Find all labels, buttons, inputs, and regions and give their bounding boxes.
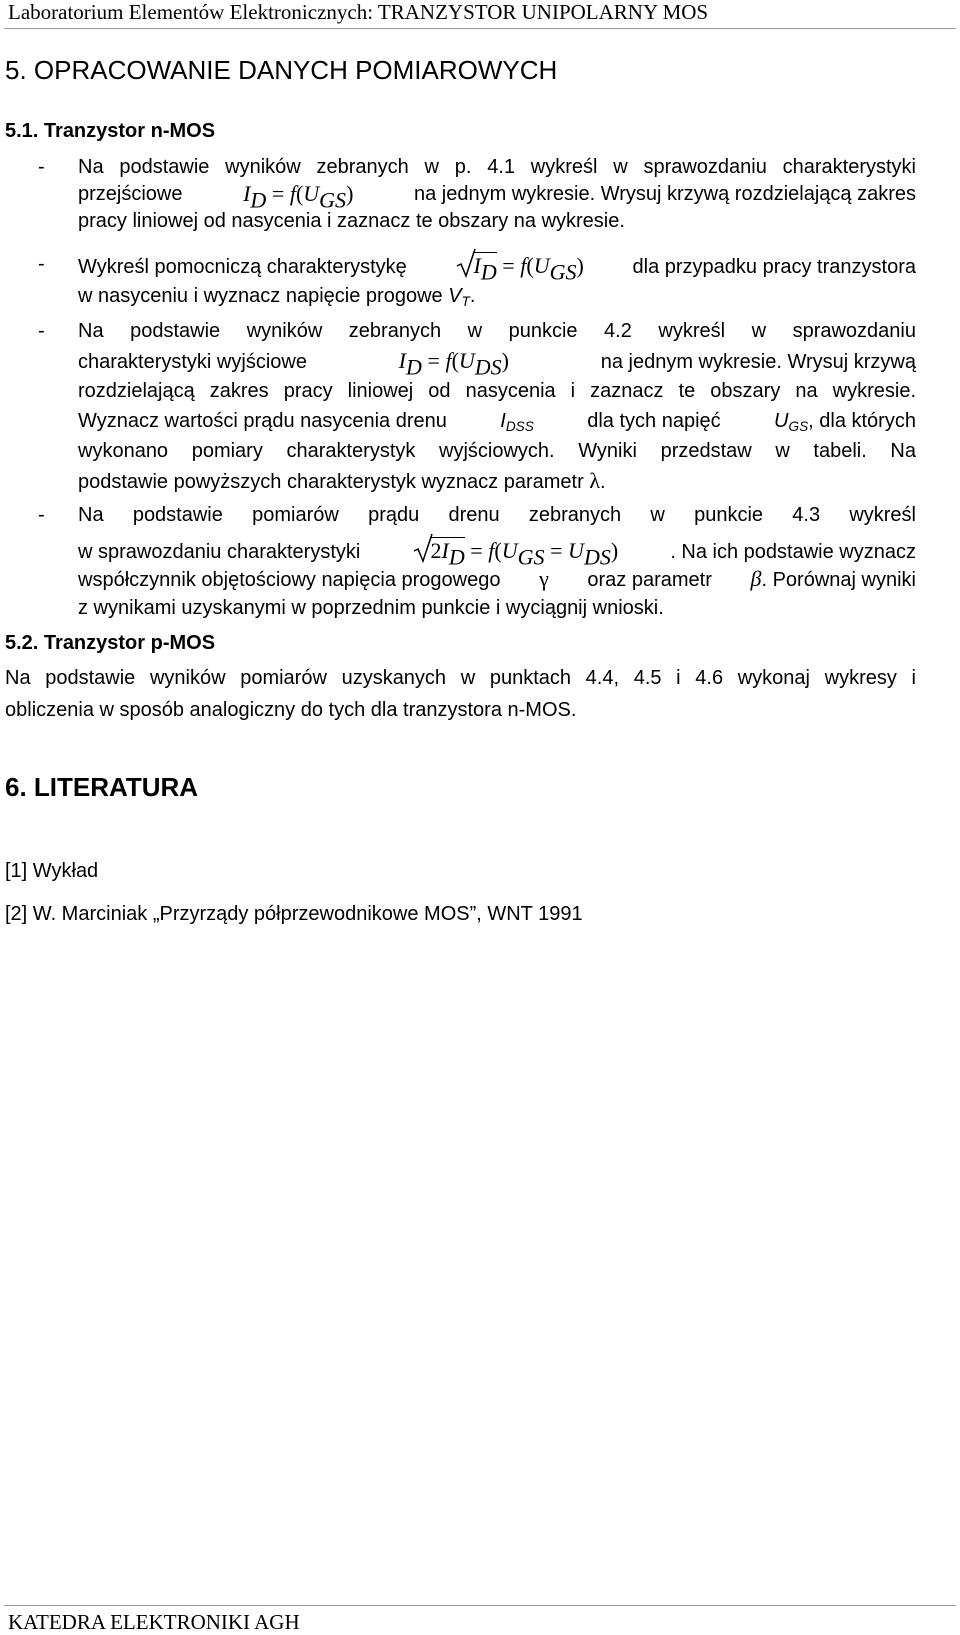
bullet-4-line-3: współczynnik objętościowy napięcia progowego γ oraz parametr β. Porównaj wyniki (78, 566, 916, 591)
subsection-5-1-title: 5.1. Tranzystor n-MOS (5, 120, 216, 142)
section-6-title: 6. LITERATURA (5, 772, 199, 802)
bullet-3-line-1: Na podstawie wyników zebranych w punkcie 4.2 wykreśl w sprawozdaniu (78, 320, 916, 342)
bullet-1-line-1: Na podstawie wyników zebranych w p. 4.1 wykreśl w sprawozdaniu charakterystyki (78, 156, 916, 178)
formula-sqrt-id: $I_D = f(U_{GS})$ (456, 252, 584, 279)
section-5-title: 5. OPRACOWANIE DANYCH POMIAROWYCH (5, 55, 558, 85)
bullet-2-line-1: Wykreśl pomocniczą charakterystykę $I_D = f(U_{GS})$ dla przypadku pracy tranzystora (78, 252, 916, 279)
bullet-3-line-6: podstawie powyższych charakterystyk wyznacz parametr λ. (78, 468, 606, 493)
formula-id-f-ugs: $I_D = f(U_{GS})$ (243, 181, 354, 213)
bullet-1-line-3: pracy liniowej od nasycenia i zaznacz te obszary na wykresie. (78, 210, 625, 232)
reference-1: [1] Wykład (5, 860, 99, 882)
sqrt-sign-icon (456, 248, 476, 278)
bullet-3-line-4: Wyznacz wartości prądu nasycenia drenu $I_{DSS}$ dla tych napięć $U_{GS}$, dla których (78, 410, 916, 435)
bullet-1-line-2: przejściowe $I_D = f(U_{GS})$ na jednym wykresie. Wrysuj krzywą rozdzielającą zakres (78, 181, 916, 213)
subsection-5-2-title: 5.2. Tranzystor p-MOS (5, 632, 216, 654)
bullet-dash: - (38, 156, 45, 178)
bullet-4-line-2: w sprawozdaniu charakterystyki $2I_D = f(U_{GS} = U_{DS})$ . Na ich podstawie wyznacz (78, 537, 916, 564)
formula-sqrt-2id: $2I_D = f(U_{GS} = U_{DS})$ (413, 537, 619, 564)
header-divider (4, 28, 956, 29)
bullet-dash: - (38, 253, 45, 275)
page-header: Laboratorium Elementów Elektronicznych: TRANZYSTOR UNIPOLARNY MOS (8, 0, 709, 24)
bullet-dash: - (38, 504, 45, 526)
sqrt-sign-icon (413, 533, 433, 563)
page-footer: KATEDRA ELEKTRONIKI AGH (8, 1610, 300, 1634)
subsection-5-2-line-1: Na podstawie wyników pomiarów uzyskanych w punktach 4.4, 4.5 i 4.6 wykonaj wykresy i (5, 667, 916, 689)
bullet-3-line-5: wykonano pomiary charakterystyk wyjściowych. Wyniki przedstaw w tabeli. Na (78, 440, 916, 462)
bullet-4-line-4: z wynikami uzyskanymi w poprzednim punkcie i wyciągnij wnioski. (78, 597, 664, 619)
bullet-3-line-3: rozdzielającą zakres pracy liniowej od nasycenia i zaznacz te obszary na wykresie. (78, 380, 916, 402)
bullet-2-line-2: w nasyceniu i wyznacz napięcie progowe $V_T$. (78, 285, 476, 310)
formula-id-f-uds: $I_D = f(U_{DS})$ (398, 348, 509, 380)
subsection-5-2-line-2: obliczenia w sposób analogiczny do tych dla tranzystora n-MOS. (5, 699, 577, 721)
footer-divider (4, 1605, 956, 1606)
bullet-dash: - (38, 320, 45, 342)
reference-2: [2] W. Marciniak „Przyrządy półprzewodnikowe MOS”, WNT 1991 (5, 903, 583, 925)
bullet-3-line-2: charakterystyki wyjściowe $I_D = f(U_{DS})$ na jednym wykresie. Wrysuj krzywą (78, 348, 916, 380)
bullet-4-line-1: Na podstawie pomiarów prądu drenu zebranych w punkcie 4.3 wykreśl (78, 504, 916, 526)
